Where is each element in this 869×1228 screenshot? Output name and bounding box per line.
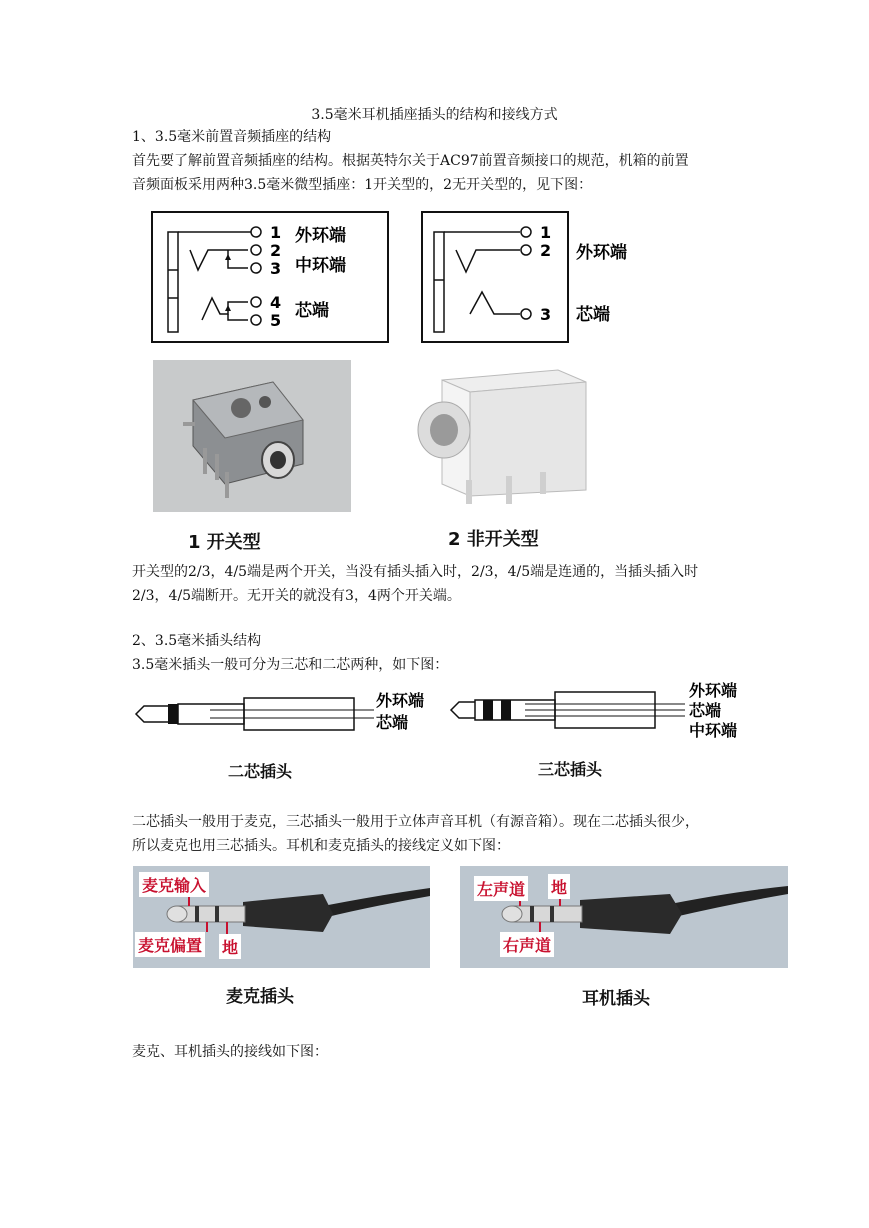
pin-number: 3 <box>540 305 552 324</box>
page-title: 3.5毫米耳机插座插头的结构和接线方式 <box>311 107 558 123</box>
pin-number: 3 <box>270 259 282 278</box>
section-1-heading: 1、3.5毫米前置音频插座的结构 <box>132 129 332 145</box>
label-outer-ring: 外环端 <box>689 681 738 700</box>
section-2-heading: 2、3.5毫米插头结构 <box>132 633 262 649</box>
label-mic-bias: 麦克偏置 <box>135 932 205 957</box>
label-right-channel: 右声道 <box>500 932 554 957</box>
label-left-channel: 左声道 <box>474 876 528 901</box>
nonswitch-jack-diagram <box>420 210 660 344</box>
label-ground: 地 <box>219 934 241 959</box>
pin-number: 4 <box>270 293 282 312</box>
label-core: 芯端 <box>576 305 610 325</box>
label-mic-input: 麦克输入 <box>139 872 209 897</box>
label-outer-ring: 外环端 <box>576 243 627 263</box>
switch-jack-photo <box>153 360 351 512</box>
section-2-para: 3.5毫米插头一般可分为三芯和二芯两种，如下图： <box>132 657 449 673</box>
switch-jack-diagram <box>150 210 390 344</box>
section-1-para-line1: 首先要了解前置音频插座的结构。根据英特尔关于AC97前置音频接口的规范，机箱的前置 <box>132 153 689 169</box>
nonswitch-jack-photo <box>408 360 608 510</box>
photo-caption-switch: 1 开关型 <box>188 532 261 553</box>
pin-number: 2 <box>540 241 552 260</box>
label-middle-ring: 中环端 <box>295 256 346 276</box>
pin-number: 1 <box>540 223 552 242</box>
jack-description-line2: 2/3，4/5端断开。无开关的就没有3，4两个开关端。 <box>132 588 461 604</box>
two-core-caption: 二芯插头 <box>228 762 293 781</box>
pin-number: 1 <box>270 223 282 242</box>
label-outer-ring: 外环端 <box>295 226 346 246</box>
three-core-caption: 三芯插头 <box>538 760 603 779</box>
label-outer-ring: 外环端 <box>376 691 425 710</box>
label-core: 芯端 <box>689 701 722 720</box>
label-ground: 地 <box>548 874 570 899</box>
mic-description-line2: 所以麦克也用三芯插头。耳机和麦克插头的接线定义如下图： <box>132 838 510 854</box>
photo-caption-nonswitch: 2 非开关型 <box>448 529 539 550</box>
label-core: 芯端 <box>295 301 329 321</box>
mic-plug-caption: 麦克插头 <box>226 987 294 1007</box>
mic-plug-photo <box>133 866 430 968</box>
label-middle-ring: 中环端 <box>689 721 738 740</box>
headphone-plug-caption: 耳机插头 <box>582 989 650 1009</box>
jack-description-line1: 开关型的2/3，4/5端是两个开关，当没有插头插入时，2/3，4/5端是连通的，当插头插入时 <box>132 564 699 580</box>
pin-number: 2 <box>270 241 282 260</box>
pin-number: 5 <box>270 311 282 330</box>
headphone-plug-photo <box>460 866 788 968</box>
section-1-para-line2: 音频面板采用两种3.5毫米微型插座：1开关型的，2无开关型的，见下图： <box>132 177 593 193</box>
label-core: 芯端 <box>376 713 409 732</box>
mic-description-line1: 二芯插头一般用于麦克，三芯插头一般用于立体声音耳机（有源音箱）。现在二芯插头很少， <box>132 814 699 830</box>
three-core-plug-diagram <box>445 680 745 746</box>
wiring-intro-line: 麦克、耳机插头的接线如下图： <box>132 1044 328 1060</box>
two-core-plug-diagram <box>130 686 440 746</box>
